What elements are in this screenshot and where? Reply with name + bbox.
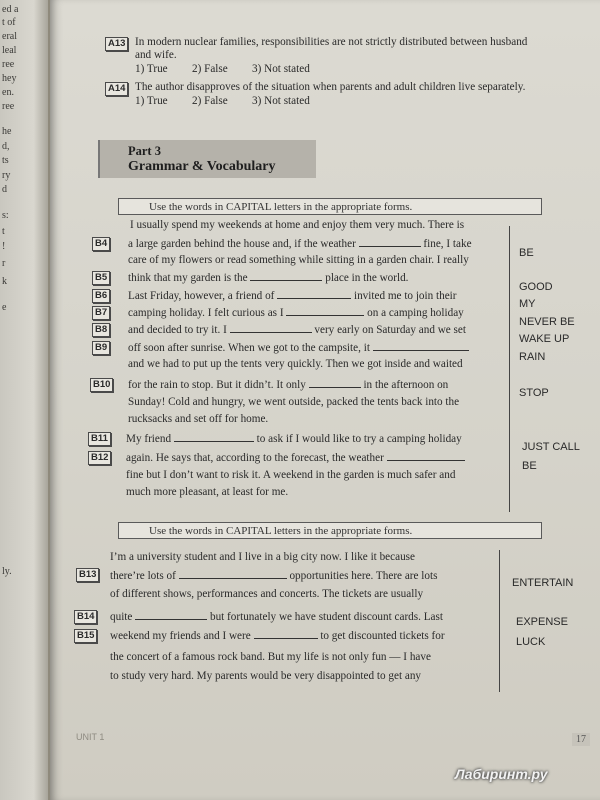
capital-word: ENTERTAIN (512, 577, 574, 589)
left-fragment: k (2, 276, 7, 287)
text-line: a large garden behind the house and, if the weather fine, I take (128, 238, 472, 250)
text-line: and we had to put up the tents very quickly. Then we got inside and waited (128, 358, 463, 370)
text-line: for the rain to stop. But it didn’t. It only in the afternoon on (128, 379, 449, 391)
answer-blank[interactable] (359, 237, 421, 247)
left-fragment: ! (2, 241, 6, 252)
answer-option: 2) False (192, 63, 228, 75)
left-fragment: d, (2, 141, 10, 152)
workbook-page (50, 0, 600, 800)
capital-word: JUST CALL (522, 441, 580, 453)
text-line: care of my flowers or read something while sitting in a garden chair. I really (128, 254, 469, 266)
text-line: of different shows, performances and concerts. The tickets are usually (110, 588, 424, 600)
item-label: B13 (76, 568, 99, 582)
left-page-edge (0, 0, 48, 800)
left-fragment: ree (2, 101, 15, 112)
left-fragment: t of (2, 17, 16, 28)
item-label: B5 (92, 271, 110, 285)
item-label: B10 (90, 378, 113, 392)
text-line: and decided to try it. I very early on Saturday and we set (128, 324, 466, 336)
text-line: to study very hard. My parents would be very disappointed to get any (110, 670, 422, 682)
answer-blank[interactable] (286, 306, 364, 316)
capital-word: WAKE UP (519, 333, 570, 345)
left-fragment: eral (2, 31, 17, 42)
left-fragment: e (2, 302, 7, 313)
text-line: Last Friday, however, a friend of invited me to join their (128, 290, 457, 302)
instruction-box: Use the words in CAPITAL letters in the appropriate forms. (118, 198, 542, 215)
item-label: B12 (88, 451, 111, 465)
text-line: off soon after sunrise. When we got to the campsite, it (128, 341, 469, 354)
item-label: B6 (92, 289, 110, 303)
left-fragment: ts (2, 155, 9, 166)
question-label: A14 (105, 82, 128, 96)
text-line: weekend my friends and I were to get discounted tickets for (110, 630, 445, 642)
capital-word: NEVER BE (519, 316, 575, 328)
text-line: again. He says that, according to the forecast, the weather (126, 451, 465, 464)
left-fragment: hey (2, 73, 17, 84)
capital-word: RAIN (519, 351, 546, 363)
text-line: think that my garden is the place in the world. (128, 272, 409, 284)
answer-blank[interactable] (254, 629, 318, 639)
column-divider (509, 226, 510, 512)
left-fragment: s: (2, 210, 9, 221)
item-label: B4 (92, 237, 110, 251)
answer-blank[interactable] (179, 569, 287, 579)
left-fragment: leal (2, 45, 17, 56)
left-fragment: d (2, 184, 7, 195)
item-label: B9 (92, 341, 110, 355)
answer-option: 1) True (135, 95, 168, 107)
text-line: fine but I don’t want to risk it. A weekend in the garden is much safer and (126, 469, 456, 481)
item-label: B14 (74, 610, 97, 624)
answer-option: 2) False (192, 95, 228, 107)
text-line: I usually spend my weekends at home and enjoy them very much. There is (130, 219, 465, 231)
part-title: Grammar & Vocabulary (128, 159, 276, 174)
question-text: The author disapproves of the situation when parents and adult children live separately. (135, 81, 526, 93)
item-label: B15 (74, 629, 97, 643)
left-fragment: en. (2, 87, 14, 98)
answer-blank[interactable] (230, 323, 312, 333)
left-fragment: ree (2, 59, 15, 70)
part-number: Part 3 (128, 144, 161, 158)
question-text: and wife. (135, 49, 177, 61)
text-line: Sunday! Cold and hungry, we went outside, packed the tents back into the (128, 396, 460, 408)
left-fragment: ly. (2, 566, 12, 577)
item-label: B7 (92, 306, 110, 320)
text-line: the concert of a famous rock band. But my life is not only fun — I have (110, 651, 431, 663)
capital-word: EXPENSE (516, 616, 568, 628)
capital-word: STOP (519, 387, 549, 399)
left-fragment: he (2, 126, 12, 137)
answer-blank[interactable] (250, 271, 322, 281)
capital-word: BE (519, 247, 534, 259)
left-fragment: ry (2, 170, 11, 181)
capital-word: GOOD (519, 281, 553, 293)
watermark: Лабиринт.ру (455, 766, 548, 782)
answer-blank[interactable] (277, 289, 351, 299)
answer-option: 3) Not stated (252, 95, 310, 107)
answer-blank[interactable] (373, 341, 469, 351)
capital-word: LUCK (516, 636, 546, 648)
answer-blank[interactable] (174, 432, 254, 442)
left-fragment: ed a (2, 4, 19, 15)
capital-word: MY (519, 298, 536, 310)
text-line: I’m a university student and I live in a big city now. I like it because (110, 551, 415, 563)
answer-blank[interactable] (309, 378, 361, 388)
text-line: camping holiday. I felt curious as I on a camping holiday (128, 307, 464, 319)
answer-blank[interactable] (135, 610, 207, 620)
left-fragment: r (2, 258, 6, 269)
text-line: there’re lots of opportunities here. There are lots (110, 570, 438, 582)
capital-word: BE (522, 460, 537, 472)
question-text: In modern nuclear families, responsibilities are not strictly distributed between husband (135, 36, 528, 48)
instruction-box: Use the words in CAPITAL letters in the appropriate forms. (118, 522, 542, 539)
unit-label: UNIT 1 (76, 732, 105, 742)
text-line: My friend to ask if I would like to try a camping holiday (126, 433, 462, 445)
question-label: A13 (105, 37, 128, 51)
answer-option: 3) Not stated (252, 63, 310, 75)
left-fragment: t (2, 226, 5, 237)
answer-option: 1) True (135, 63, 168, 75)
answer-blank[interactable] (387, 451, 465, 461)
text-line: quite but fortunately we have student discount cards. Last (110, 611, 443, 623)
text-line: much more pleasant, at least for me. (126, 486, 289, 498)
page-number: 17 (572, 733, 590, 746)
item-label: B11 (88, 432, 111, 446)
item-label: B8 (92, 323, 110, 337)
text-line: rucksacks and set off for home. (128, 413, 269, 425)
column-divider (499, 550, 500, 692)
